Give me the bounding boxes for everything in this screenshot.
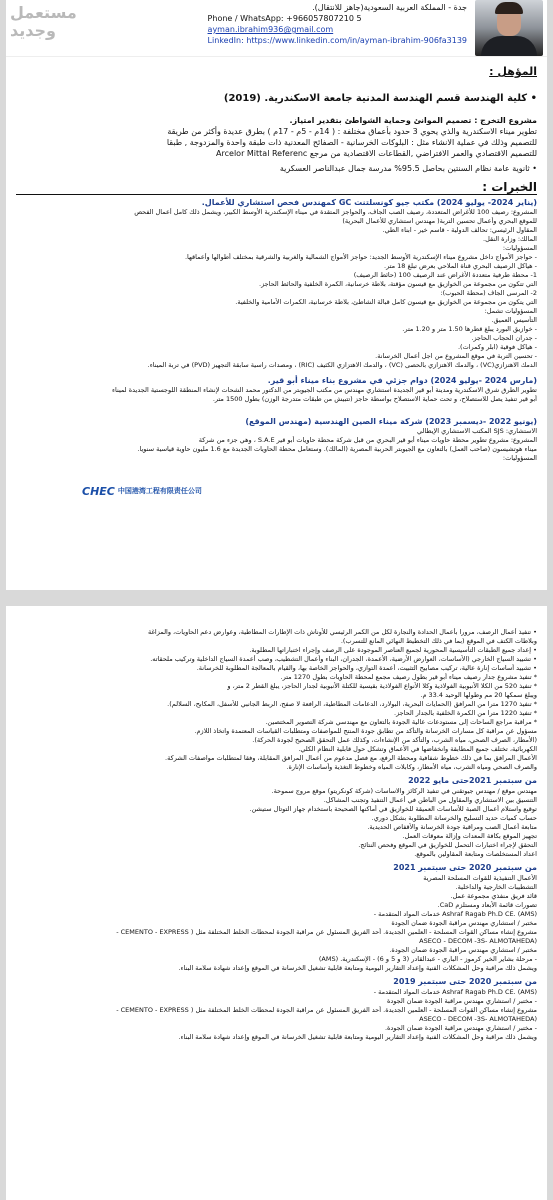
text-line: ويبلغ سمكها 20 مم وطولها الوحيد 33.4 م. bbox=[420, 691, 537, 699]
text-line: التأسيس العميق. bbox=[491, 316, 537, 324]
text-line: الأعمال المرافق بما في ذلك خطوط شفافية ومحطة الرفع، مع فصل مدعوم من أعمال المرافق المقابلة، وفقا لمتطلبات مواصفات الشركة. bbox=[165, 754, 537, 762]
text-line: الاستشاري: SJS المكتب الاستشاري الإيطالي bbox=[417, 427, 537, 435]
location-text: جدة - المملكة العربية السعودية(جاهز للانتقال). bbox=[312, 3, 467, 12]
page2-content bbox=[6, 606, 547, 1042]
text-line: والصرف الصحي ومياه الشرب، مياه الأمطار، وكابلات المياه وخطوط التغذية وأساسات الإنارة. bbox=[286, 763, 537, 771]
text-line: التحقق لإجراء اختبارات التحمل للخوازيق في الموقع وفحص النتائج. bbox=[358, 841, 537, 849]
job-2021-details bbox=[16, 787, 537, 859]
contact-info bbox=[208, 2, 467, 46]
text-line: المسؤوليات: bbox=[502, 244, 537, 252]
text-line: مشروع إنشاء مساكن القوات المسلحة - العلمين الجديدة. أحد الفريق المسئول عن مراقبة الجودة لمحطات الخلط المختلفة مثل ( CEMENTO - EXPRESS - bbox=[116, 1006, 537, 1014]
school-text: • ثانوية عامة نظام السنتين بحاصل 95.5% مدرسة جمال عبدالناصر العسكرية bbox=[16, 163, 537, 174]
job-2020-details bbox=[16, 874, 537, 973]
text-line: الكهربائية، تختلف جميع المطابقة وانخفاضها في الأعماق وتشكل حول قابلية النظام الكلي. bbox=[298, 745, 537, 753]
text-line: توقيع واستلام أعمال الصبة للأساسات العميقة للخوازيق في أماكنها الصحيحة باستخدام جهاز التوتال ستيشن. bbox=[249, 805, 537, 813]
text-line: تصورات قائمة الأبعاد ومستلزم CaD. bbox=[437, 901, 537, 909]
cv-header bbox=[6, 0, 547, 57]
experience-heading: الخبرات : bbox=[16, 180, 537, 195]
text-line: قائد فريق منفذي مجموعة عمل. bbox=[450, 892, 537, 900]
job-2019-details bbox=[16, 988, 537, 1042]
company-logo bbox=[82, 484, 202, 498]
profile-photo bbox=[475, 0, 543, 56]
text-line: • تنفيذ أعمال الرصف، مرورا بأعمال الحدادة والنجارة لكل من الكمر الرئيسي للأوناش ذات الإطارات المطاطية، وعوارض دعم الحاويات، والمزاغة bbox=[148, 628, 537, 636]
job1-details bbox=[16, 208, 537, 370]
text-line: * تنفيذ 1270 مترا من المرافق (الحمايات البحرية، البولارد، الدعامات المطاطية، الرافعة لا صفح، الربط الجانبي للأسفل، المكابح، السلالم). bbox=[167, 700, 537, 708]
text-line: المقاول الرئيسي: تحالف الدولية - قاسم خير - ابناء الطي. bbox=[382, 226, 537, 234]
text-line: مختبر / استشاري مهندس مراقبة الجودة ضمان الجودة. bbox=[389, 946, 537, 954]
text-line: Ashraf Ragab Ph.D CE. (AMS) خدمات المواد المتقدمة - bbox=[373, 910, 537, 918]
text-line: - جدران الحجاب الحاجز. bbox=[471, 334, 537, 342]
text-line: - هياكل الرصيف البحري قناة الملاحي بعرض تبلغ 18 متر. bbox=[384, 262, 537, 270]
responsibilities-list bbox=[16, 628, 537, 772]
job2-details bbox=[16, 386, 537, 404]
text-line: (ASECO - DECOM -3S- ALMOTAHEDA bbox=[419, 1015, 537, 1023]
linkedin-link[interactable]: LinkedIn: https://www.linkedin.com/in/ayman-ibrahim-906fa3139 bbox=[207, 36, 467, 45]
text-line: - حواجز الأمواج داخل مشروع ميناء الإسكندرية الأوسط الجديد: حواجز الأمواج الشمالية والغربية والشرقية بمختلف أطوالها وأعماقها. bbox=[184, 253, 537, 261]
text-line: تجهيز الموقع بكافة المعدات وإزالة معوقات العمل. bbox=[402, 832, 537, 840]
text-line: - خوازيق البورد يبلغ قطرها 1.50 متر و 1.20 متر. bbox=[402, 325, 537, 333]
job3-title: (يونيو 2022 -ديسمبر 2023) شركة ميناء الصين الهندسية (مهندس الموقع) bbox=[245, 417, 537, 426]
email-link[interactable]: ayman.ibrahim936@gmail.com bbox=[207, 25, 334, 34]
watermark-logo: مستعمل وجديد bbox=[10, 3, 77, 40]
text-line: مشروع إنشاء مساكن القوات المسلحة - العلمين الجديدة. أحد الفريق المسئول عن مراقبة الجودة لمحطات الخلط المختلفة مثل ( CEMENTO - EXPRESS - bbox=[116, 928, 537, 936]
text-line: التنسيق بين الاستشاري والمقاول من الباطن في أعمال التنفيذ وتجنب المشاكل. bbox=[323, 796, 537, 804]
text-line: وبلاطات الكتف في الموقع (بما في ذلك التخطيط النهائي المانع للتسرب). bbox=[340, 637, 537, 645]
text-line: (ASECO - DECOM -3S- ALMOTAHEDA bbox=[419, 937, 537, 945]
text-line: 2- المرسى الجاف (محطة الحبوب): bbox=[440, 289, 537, 297]
text-line: مختبر / استشاري مهندس مراقبة الجودة ضمان الجودة bbox=[391, 919, 537, 927]
period-2021-2022: من سبتمبر 2021حتى مايو 2022 bbox=[408, 776, 537, 785]
cv-page-2 bbox=[6, 606, 547, 1200]
text-line: المسؤوليات: bbox=[502, 454, 537, 462]
text-line: - مختبر / استشاري مهندس مراقبة الجودة ضمان الجودة bbox=[387, 997, 537, 1005]
text-line: • تشييد أساسات إنارة عالية، تركيب مصابيح التثبيت، أعمدة التوازي، والحواجز الخاصة بها، والقيام بالمعالجة المطلوبة للخرسانة. bbox=[196, 664, 537, 672]
text-line: اعداد المستخلصات ومتابعة المقاولين بالموقع. bbox=[414, 850, 537, 858]
chec-logo-text: 中国港湾工程有限责任公司 bbox=[117, 487, 202, 495]
text-line: • تشييد السياج الخارجي (الأساسات، العوارض الأرضية، الأعمدة، الجدران، البناء وأعمال التشطيب، وصب أعمدة السياج الداخلية وتركيب ملحقاته. bbox=[150, 655, 537, 663]
text-line: التي يتكون من مجموعة من الخوازيق مع قيسون كامل قبالة الشاطئ، بلاطة خرسانية، الكمرات الأمامية والخلفية. bbox=[235, 298, 537, 306]
job3-details bbox=[16, 427, 537, 463]
text-line: المسؤوليات تشمل: bbox=[484, 307, 537, 315]
degree-text: • كلية الهندسة قسم الهندسة المدنية جامعة الاسكندرية. (2019) bbox=[16, 92, 537, 105]
text-line: ويشمل ذلك مراقبة وحل المشكلات الفنية وإعداد التقارير اليومية ومتابعة قابلية تشغيل الخرسانة في الموقع وإعداد شهادة سلامة البناء. bbox=[178, 1033, 537, 1041]
text-line: ميناء هوتشيسون (صاحب العمل) بالتعاون مع الجيوبتر الحربية المصرية (المالك). وستعامل محطة الحاويات الجديدة مع 1.6 مليون حاوية قياسية سنويا. bbox=[137, 445, 537, 453]
edu-line-2: للتصميم وذلك في عملية الانشاء مثل : البلوكات الخرسانية - الصفائح المعدنية ذات طبقة واحدة والمزدوجة , طبقا bbox=[166, 138, 537, 147]
text-line: 1- محطة طرفية متعددة الأغراض عند الرصيف 100 (حائط الرصيف) bbox=[353, 271, 537, 279]
edu-line-3: للتصميم الاقتصادي والعمر الافتراضي ,القطاعات الاقتصادية من مرجع Arcelor Mittal Referenc bbox=[216, 149, 537, 158]
text-line: الأعمال التنفيذية للقوات المسلحة المصرية bbox=[423, 874, 537, 882]
text-line: حساب كميات حديد التسليح والخرسانة المطلوبة بشكل دوري. bbox=[371, 814, 537, 822]
project-text: مشروع التخرج : تصميم الموانئ وحماية الشواطئ بتقدير امتياز. bbox=[289, 116, 537, 125]
text-line: Ashraf Ragab Ph.D CE. (AMS) خدمات المواد المتقدمة - bbox=[373, 988, 537, 996]
job1-title: (يناير 2024- يوليو 2024) مكتب جيو كونسلتنت GC كمهندس فحص استشاري للأعمال. bbox=[201, 198, 537, 207]
text-line: الدمك الاهتزازي(VC) ، والدمك الاهتزازي بالحصى (VC) ، والدمك الاهتزازي الكثيف (RIC) ، ومصدات راسية سابقة التجهيز (PVD) في تربة الميناء. bbox=[147, 361, 537, 369]
text-line: - تحسين التربة في موقع المشروع من اجل أعمال الخرسانة. bbox=[375, 352, 537, 360]
text-line: * تنفيذ 520 من الكلا الأنبوبية الفولاذية وكلا الأنواع الفولاذية بقيسية للكتلة الأنبوبية لجدار الحاجز، يبلغ القطر 2 متر، و bbox=[227, 682, 537, 690]
text-line: مسؤول عن مراقبة كل مسارات الخرسانة والتأكد من تطابق جودة المنتج للمواصفات ومتطلبات القياسات المعتمدة واتخاذ اللازم. bbox=[194, 727, 537, 735]
text-line: - مرحلة بشاير الخير كرموز - الباري - عبدالقادر (3 و 5 و 6) - الإسكندرية. (AMS) bbox=[318, 955, 537, 963]
education-heading: المؤهل : bbox=[489, 65, 537, 78]
period-2020-2021: من سبتمبر 2020 حتى سبتمبر 2021 bbox=[393, 863, 537, 872]
text-line: للموقع البحري وأعمال تحسين التربة( مهندس استشاري للأعمال البحرية) bbox=[342, 217, 537, 225]
text-line: مهندس موقع / مهندس جيوتقني في تنفيذ الركائز والاساسات (شركة كونكريتو) موقع مروج سموحة. bbox=[271, 787, 537, 795]
education-section bbox=[6, 78, 547, 174]
text-line: التشطيبات الخارجية والداخلية. bbox=[455, 883, 537, 891]
text-line: (الأمطار، الصرف الصحي، مياه الشرب، والتأكد من الإنشاءات، وكذلك عمل التحقق الصحيح لجودة الحركة). bbox=[252, 736, 537, 744]
cv-page-1 bbox=[6, 0, 547, 590]
text-line: أبو قير تنفيذ يصل للاستصلاح، و تحت حماية الاستصلاح بواسطة حاجز (تتبيش من طبقات متدرجة الوزن) بطول 1500 متر. bbox=[212, 395, 537, 403]
text-line: تطوير الطرق شرق الاسكندرية ومدينة أبو قير الجديدة استشاري مهندس من مكتب الجيوبتر من الدكتور محمد الشحات لإنشاء المنطقة اللوجستية الجديدة لميناء bbox=[111, 386, 537, 394]
text-line: * مراقبة مراجع الساحات إلى مستودعات عالية الجودة بالتعاون مع مهندسي شركة التصوير المختصين. bbox=[265, 718, 537, 726]
text-line: - هياكل فوقية (ابلر وكمرات). bbox=[457, 343, 537, 351]
chec-logo-mark: CHEC bbox=[82, 484, 115, 498]
text-line: * تنفيذ 1220 مترا من الكمرة الخلفية بالجدار الحاجز. bbox=[394, 709, 537, 717]
text-line: المشروع: مشروع تطوير محطة حاويات ميناء أبو قير البحري من قبل شركة محطة حاويات أبو قير S.A.E ، وهي جزء من شركة bbox=[198, 436, 537, 444]
text-line: المشروع: رصيف 100 للأغراض المتعددة، رصيف الصب الجاف، والحواجز المتقدة في ميناء الإسكندرية الأوسط الكبير، ويشمل ذلك كامل أعمال الفحص bbox=[134, 208, 537, 216]
text-line: التي تتكون من مجموعة من الخوازيق مع قيسون مؤقتة، بلاطة خرسانية، الكمرة الخلفية والحائط الحاجز. bbox=[259, 280, 537, 288]
job2-title: (مارس 2024 -يوليو 2024) دوام جزئي في مشروع بناء ميناء أبو قير. bbox=[267, 376, 537, 385]
edu-line-1: تطوير ميناء الاسكندرية والذي يحوي 3 حدود بأعماق مختلفة : ( 14م - 5م - 17م ) بطرق عديدة وأكثر من طريقة bbox=[167, 127, 537, 136]
experience-section bbox=[6, 197, 547, 463]
phone-text: Phone / WhatsApp: +966057807210 5 bbox=[207, 14, 362, 23]
text-line: متابعة أعمال الصب ومراقبة جودة الخرسانة والأقفاص الحديدية. bbox=[367, 823, 537, 831]
text-line: * تنفيذ مشروع جدار رصيف ميناء أبو قير بطول رصيف مجمع لمحطة الحاويات بطول 1270 متر. bbox=[280, 673, 537, 681]
text-line: ويشمل ذلك مراقبة وحل المشكلات الفنية وإعداد التقارير اليومية ومتابعة قابلية تشغيل الخرسانة في الموقع وإعداد شهادة سلامة البناء. bbox=[178, 964, 537, 972]
period-2019-2020: من سبتمبر 2020 حتى سبتمبر 2019 bbox=[393, 977, 537, 986]
text-line: المالك: وزارة النقل. bbox=[483, 235, 537, 243]
text-line: - مختبر / استشاري مهندس مراقبة الجودة ضمان الجودة. bbox=[384, 1024, 537, 1032]
text-line: • إعداد جميع الطبقات التأسيسية المحورية لجميع العناصر الموجودة على الرصف وإجراء اختباراتها المطلوبة. bbox=[249, 646, 537, 654]
